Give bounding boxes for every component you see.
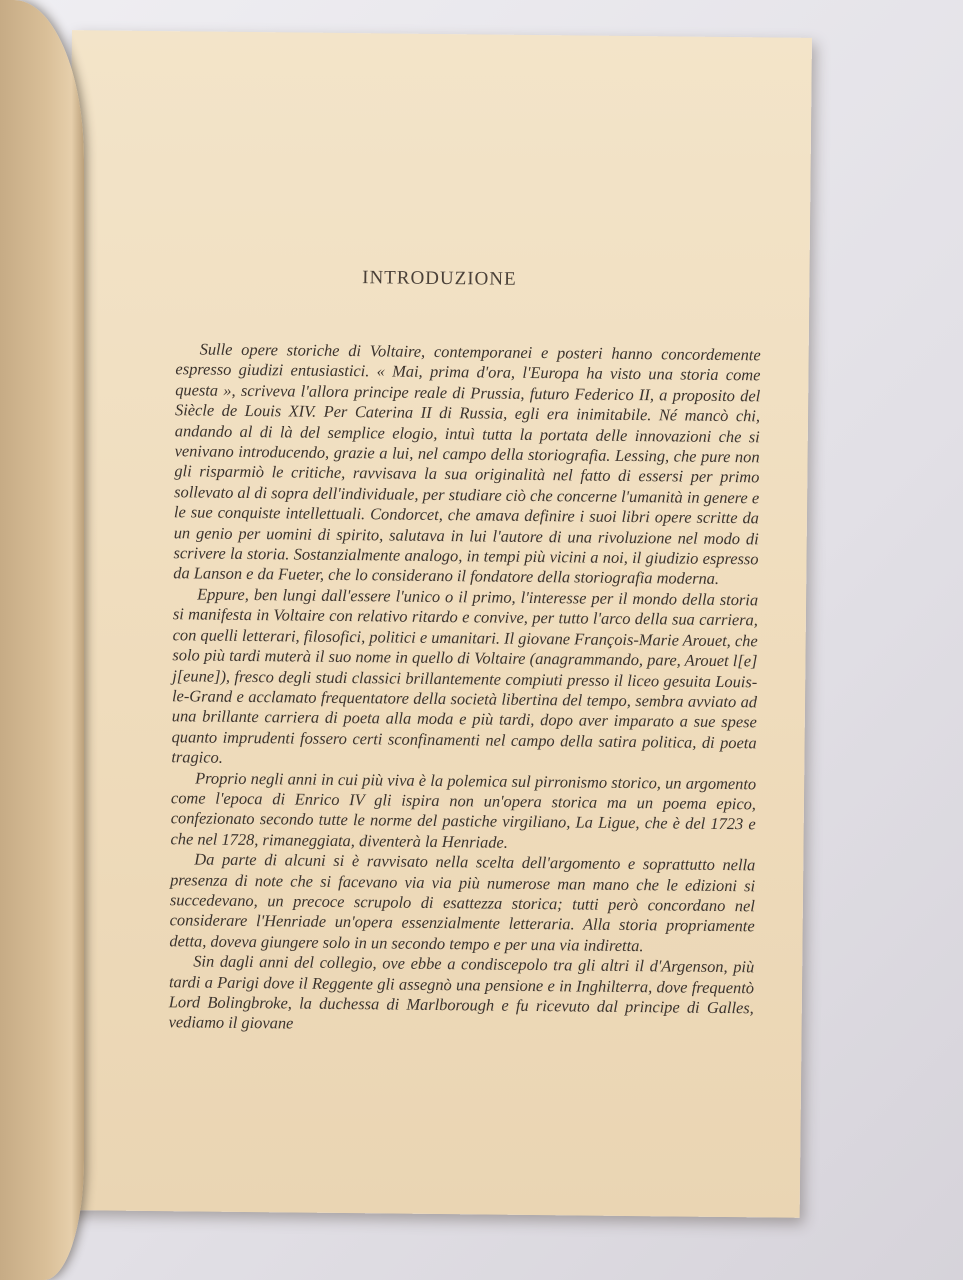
paragraph-2: Eppure, ben lungi dall'essere l'unico o il primo, l'interesse per il mondo della storia si manifesta in Voltaire con relativo ritardo e convive, per tutto l'arco della sua carriera, con quelli letterari, filosofici, politici e umanitari. Il giovane François-Marie Arouet, che solo più tardi muterà il suo nome in quello di Voltaire (anagrammando, pare, Arouet l[e] j[eune]), fresco degli studi classici brillantemente compiuti presso il liceo gesuita Louis-le-Grand e acclamato frequentatore della società libertina del tempo, sembra avviato ad una brillante carriera di poeta alla moda e più tardi, dopo aver imparato a sue spese quanto imprudenti fossero certi sconfinamenti nel campo della satira politica, di poeta tragico. [171, 584, 759, 767]
paragraph-1: Sulle opere storiche di Voltaire, contemporanei e posteri hanno concordemente espresso giudizi entusiastici. « Mai, prima d'ora, l'Europa ha visto una storia come questa », scriveva l'allora principe reale di Prussia, futuro Federico II, a proposito del Siècle de Louis XIV. Per Caterina II di Russia, egli era inimitabile. Né mancò chi, andando al di là del semplice elogio, intuì tutta la portata delle innovazioni che si venivano introducendo, grazie a lui, nel campo della storiografia. Lessing, che pure non gli risparmiò le critiche, ravvisava la sua originalità nel fatto di essersi per primo sollevato al di sopra dell'individuale, per studiare ciò che concerne l'umanità in genere e le sue conquiste intellettuali. Condorcet, che amava definire i suoi libri opere scritte da un genio per uomini di spirito, salutava in lui l'autore di una rivoluzione nel modo di scrivere la storia. Sostanzialmente analogo, in tempi più vicini a noi, il giudizio espresso da Lanson e da Fueter, che lo considerano il fondatore della storiografia moderna. [173, 339, 761, 589]
paragraph-5: Sin dagli anni del collegio, ove ebbe a condiscepolo tra gli altri il d'Argenson, più tardi a Parigi dove il Reggente gli assegnò una pensione e in Inghilterra, dove frequentò Lord Bolingbroke, la duchessa di Marlborough e fu ricevuto dal principe di Galles, vediamo il giovane [168, 951, 755, 1033]
book-page [60, 30, 812, 1218]
paragraph-3: Proprio negli anni in cui più viva è la polemica sul pirronismo storico, un argomento come l'epoca di Enrico IV gli ispira non un'opera storica ma un poema epico, confezionato secondo tutte le norme del pastiche virgiliano, La Ligue, che è del 1723 e che nel 1728, rimaneggiata, diventerà la Henriade. [170, 767, 757, 852]
chapter-title: INTRODUZIONE [362, 267, 517, 290]
body-text [169, 339, 761, 1039]
paragraph-4: Da parte di alcuni si è ravvisato nella scelta dell'argomento e soprattutto nella presenza di note che si facevano via via più numerose man mano che le edizioni si succedevano, un precoce scrupolo di esattezza storica; tutti però concordano nel considerare l'Henriade un'opera essenzialmente letteraria. Alla storia propriamente detta, doveva giungere solo in un secondo tempo e per una via indiretta. [169, 849, 756, 955]
facing-page-edge [0, 0, 84, 1280]
